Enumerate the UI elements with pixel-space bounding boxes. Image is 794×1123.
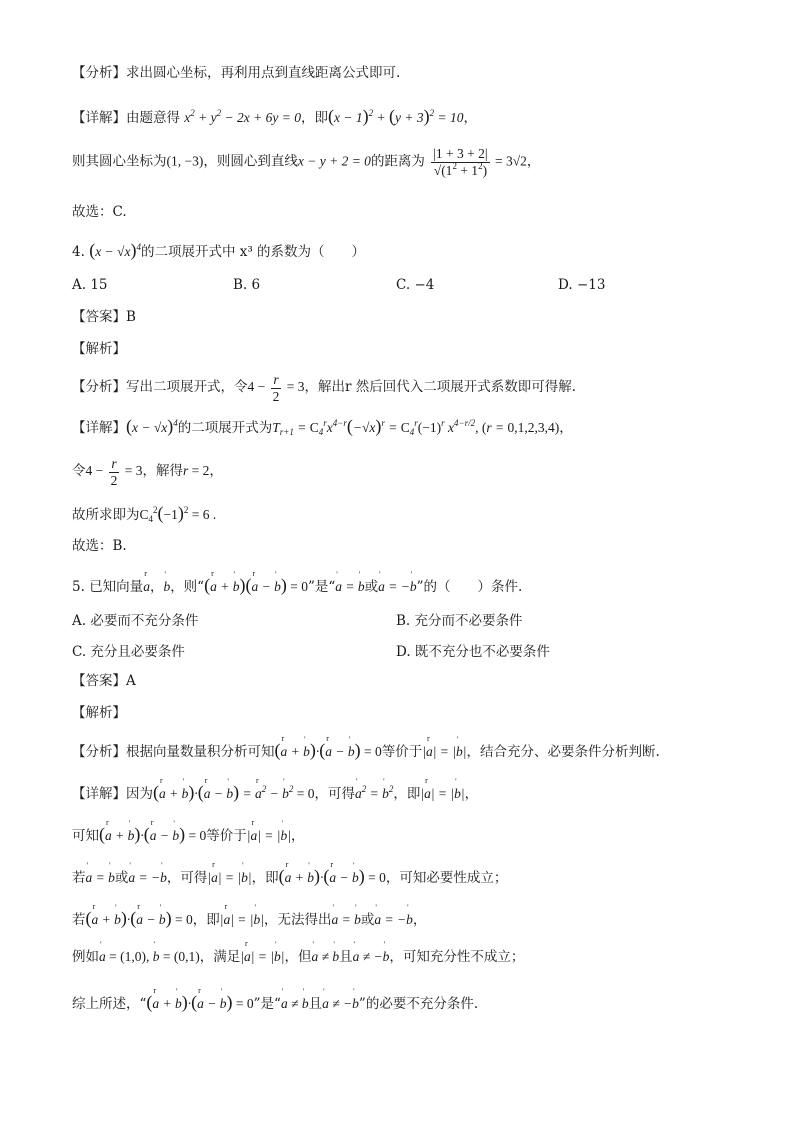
distance-fraction: $\frac{|1 + 3 + 2|}{√(1^2 + 1^2)}$: [433, 146, 488, 178]
option-c: C. 充分且必要条件: [72, 644, 185, 660]
r-value: r = 2: [183, 463, 210, 479]
analysis-line-q3: [72, 64, 400, 82]
know-line-q5: 可知(r a + ' b)·(r a − ' b) = 0等价于|r a| = |' b|，: [72, 822, 304, 846]
answer-line-q5: [72, 672, 136, 690]
binomial-expression: $(x - √x)^4$: [89, 240, 141, 260]
detail-tag: 【详解】: [72, 786, 126, 802]
question-5: 5. 已知向量r a，' b，则“(r a + ' b)(r a − ' b) = 0”是“' a = ' b或' a = −' b”的（ ）条件.: [72, 573, 522, 597]
detail-tag: 【详解】: [72, 420, 126, 436]
answer-value: A: [126, 673, 136, 689]
answer-tag: 【答案】: [72, 673, 126, 689]
choose-line-q4: 故选：B.: [72, 538, 127, 554]
choose-line-q3: 故选：C.: [72, 204, 127, 220]
analysis-line-q5: 【分析】根据向量数量积分析可知(r a + ' b)·(r a − ' b) = 0等价于|r a| = |' b|，结合充分、必要条件分析判断.: [72, 738, 660, 762]
example-line-q5: 例如' a = (1,0), ' b = (0,1)，满足|r a| = |' b|，但' a ≠ ' b且' a ≠ −' b，可知充分性不成立；: [72, 948, 524, 966]
option-d: D. −13: [558, 277, 606, 293]
dot-product-condition: (r a + ' b)(r a − ' b) = 0: [204, 579, 308, 594]
line-equation: x − y + 2 = 0: [297, 153, 371, 169]
general-term: $T_{r+1} = C_4^rx^{4-r}(-√x)^r = C_4^r(-1)^r$ $x^{4-r/2}$, (r = 0,1,2,3,4): [272, 416, 560, 437]
distance-result: = 3√2: [491, 153, 527, 169]
analysis-tag: 【分析】: [72, 379, 126, 396]
center-coordinates: (1, −3): [166, 153, 204, 169]
question-text: 的二项展开式中 x³ 的系数为（ ）: [140, 244, 366, 260]
detail-line-q3: 【详解】由题意得 $x^2 + y^2 - 2x + 6y = 0$，即$(x - 1)^2 + (y + 3)^2 = 10$，: [72, 106, 477, 126]
option-c: C. −4: [396, 277, 435, 293]
summary-line-q5: 综上所述，“(r a + ' b)·(r a − ' b) = 0”是“' a ≠ ' b且' a ≠ −' b”的必要不充分条件.: [72, 990, 478, 1014]
option-a: A. 15: [72, 277, 108, 293]
exponent-equation: 4 − $\frac{r}{2}$ = 3: [247, 372, 305, 404]
circle-equation: $x^2 + y^2 - 2x + 6y = 0$: [184, 108, 301, 125]
exponent-equation: 4 − $\frac{r}{2}$ = 3: [85, 456, 143, 488]
question-number: 5.: [72, 579, 85, 595]
question-number: 4.: [72, 244, 85, 260]
coefficient-expression: $C_4^2(-1)^2 = 6$ .: [139, 503, 217, 524]
option-a: A. 必要而不充分条件: [72, 613, 199, 629]
detail-line-q4: 【详解】$(x - √x)^4$的二项展开式为$T_{r+1} = C_4^rx^{4-r}(-√x)^r = C_4^r(-1)^r$ $x^{4-r/2}$, (r = 0,1,2,3,4)，: [72, 416, 573, 437]
analysis-tag: 【分析】: [72, 744, 126, 760]
analysis-tag: 【分析】: [72, 65, 126, 81]
analysis-line-q4: 【分析】写出二项展开式，令4 − $\frac{r}{2}$ = 3，解出r 然后回代入二项展开式系数即可得解.: [72, 372, 577, 404]
jiexi-line-q4: 【解析】: [72, 341, 126, 357]
detail-tag: 【详解】: [72, 110, 126, 126]
analysis-text: 求出圆心坐标，再利用点到直线距离公式即可.: [126, 65, 401, 81]
option-d: D. 既不充分也不必要条件: [396, 644, 550, 660]
binomial-expression: $(x - √x)^4$: [126, 416, 178, 436]
center-line-q3: 则其圆心坐标为(1, −3)，则圆心到直线x − y + 2 = 0的距离为 $\frac{|1 + 3 + 2|}{√(1^2 + 1^2)}$ = 3√2，: [72, 146, 541, 178]
if-line-2-q5: 若(r a + ' b)·(r a − ' b) = 0，即|r a| = |' b|，无法得出' a = ' b或' a = −' b，: [72, 906, 426, 930]
if-line-q5: 若' a = ' b或' a = −' b，可得|r a| = |' b|，即(r a + ' b)·(r a − ' b) = 0，可知必要性成立；: [72, 864, 507, 888]
answer-value: B: [126, 309, 136, 325]
answer-line-q4: [72, 308, 136, 326]
question-4: [72, 238, 365, 262]
jiexi-line-q5: 【解析】: [72, 705, 126, 721]
detail-line-q5: 【详解】因为(r a + ' b)·(r a − ' b) = r $a^2$ − ' $b^2 = 0$，可得' $a^2$ = ' $b^2$，即|r a| = |' b|，: [72, 780, 478, 804]
sought-line-q4: 故所求即为$C_4^2(-1)^2 = 6$ .: [72, 503, 217, 524]
option-b: B. 6: [233, 277, 261, 293]
option-b: B. 充分而不必要条件: [396, 613, 523, 629]
circle-standard-form: $(x - 1)^2 + (y + 3)^2 = 10$: [327, 106, 464, 126]
answer-tag: 【答案】: [72, 309, 126, 325]
let-line-q4: 令4 − $\frac{r}{2}$ = 3，解得r = 2，: [72, 456, 223, 488]
